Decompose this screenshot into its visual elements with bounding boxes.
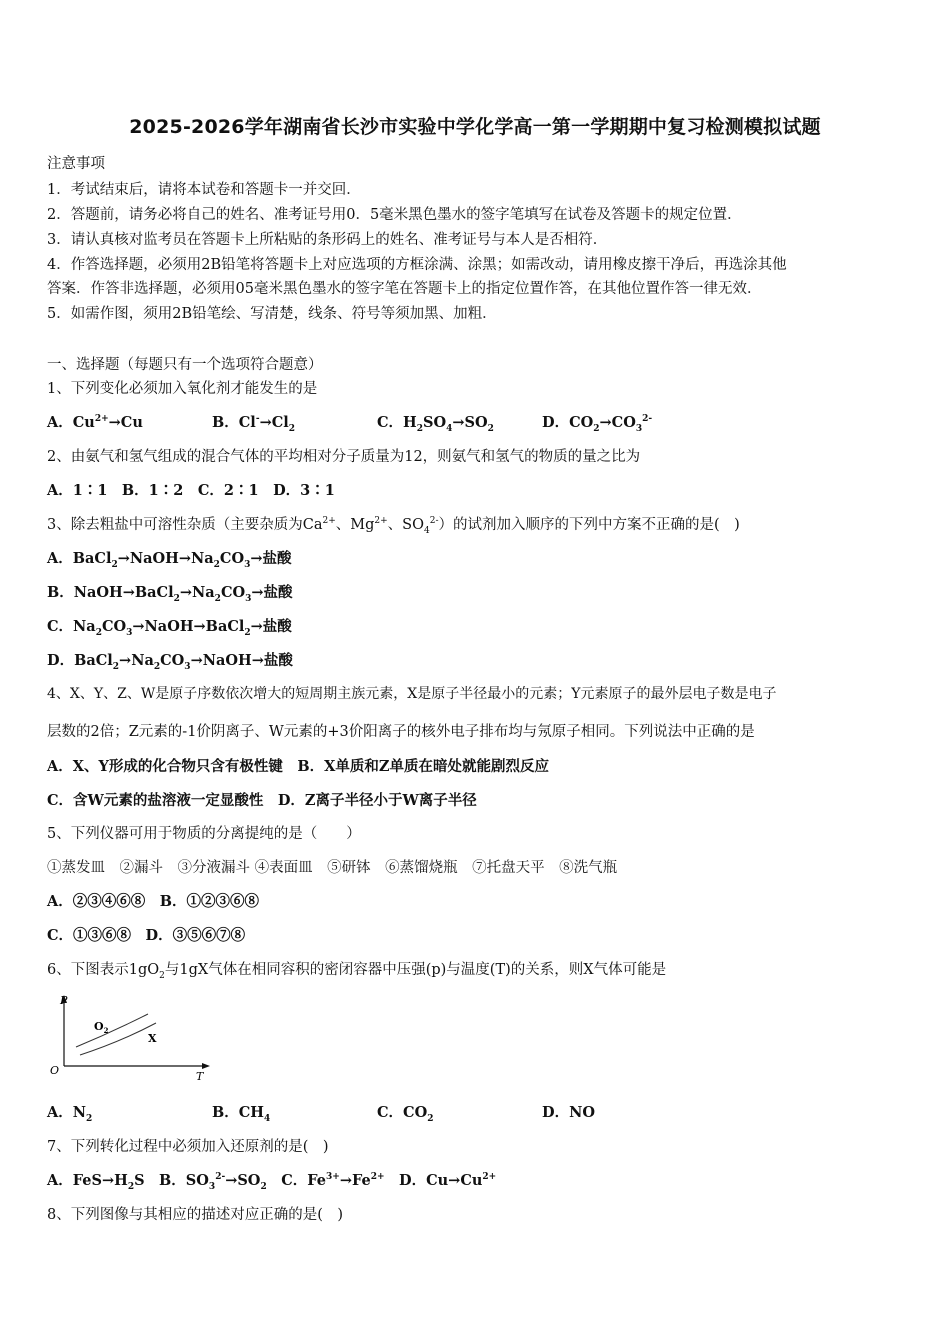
notice-item: 3．请认真核对监考员在答题卡上所粘贴的条形码上的姓名、准考证号与本人是否相符．: [47, 232, 608, 248]
x-curve-label: X: [148, 1032, 157, 1045]
question-5-stem: 5、下列仪器可用于物质的分离提纯的是（ ）: [47, 826, 361, 842]
t-axis-label: T: [196, 1070, 204, 1082]
question-6-options: [47, 1101, 595, 1122]
x-curve: [80, 1023, 156, 1055]
question-1-stem: 1、下列变化必须加入氧化剂才能发生的是: [47, 381, 318, 397]
notice-heading: 注意事项: [47, 156, 105, 172]
option-b: B．$NaOH\to BaCl_2\to Na_2CO_3\to$盐酸: [47, 584, 293, 604]
p-axis-label: P: [60, 994, 68, 1007]
option-c: C．$Na_2CO_3\to NaOH\to BaCl_2\to$盐酸: [47, 618, 292, 638]
page-title: 2025-2026学年湖南省长沙市实验中学化学高一第一学期期中复习检测模拟试题: [129, 116, 821, 138]
option-a: A．$N_2$: [47, 1104, 93, 1124]
question-1-options: [47, 411, 652, 432]
question-3-stem: 3、除去粗盐中可溶性杂质（主要杂质为$Ca^{2+}$、$Mg^{2+}$、$SO_4^{2-}$）的试剂加入顺序的下列中方案不正确的是( ): [47, 516, 740, 536]
o2-curve: [76, 1014, 148, 1047]
option-d: D．$BaCl_2\to Na_2CO_3\to NaOH\to$盐酸: [47, 652, 293, 672]
notice-item: 答案．作答非选择题，必须用05毫米黑色墨水的签字笔在答题卡上的指定位置作答，在其他位置作答一律无效．: [47, 281, 762, 297]
x-axis-arrow: [202, 1063, 210, 1069]
question-4-options-row1: A．X、Y形成的化合物只含有极性键 B．X单质和Z单质在暗处就能剧烈反应: [47, 758, 549, 775]
question-4-options-row2: C．含W元素的盐溶液一定显酸性 D．Z离子半径小于W离子半径: [47, 792, 477, 809]
pressure-temperature-graph: [44, 990, 219, 1082]
question-4-stem-line1: 4、X、Y、Z、W是原子序数依次增大的短周期主族元素，X是原子半径最小的元素；Y元素原子的最外层电子数是电子: [47, 686, 777, 702]
question-5-options-row1: A．②③④⑥⑧ B．①②③⑥⑧: [47, 893, 260, 910]
question-7-stem: 7、下列转化过程中必须加入还原剂的是( ): [47, 1139, 329, 1155]
question-2-options: A．1∶1 B．1∶2 C．2∶1 D．3∶1: [47, 482, 335, 499]
option-b: B．$Cl^-\to Cl_2$: [212, 414, 296, 434]
notice-item: 5．如需作图，须用2B铅笔绘、写清楚，线条、符号等须加黑、加粗．: [47, 306, 497, 322]
question-4-stem-line2: 层数的2倍；Z元素的-1价阴离子、W元素的+3价阳离子的核外电子排布均与氖原子相同。下列说法中正确的是: [47, 724, 755, 740]
question-8-stem: 8、下列图像与其相应的描述对应正确的是( ): [47, 1207, 344, 1223]
option-b: B．$CH_4$: [212, 1104, 271, 1124]
notice-item: 1．考试结束后，请将本试卷和答题卡一并交回．: [47, 182, 361, 198]
option-d: D．NO: [542, 1104, 595, 1121]
origin-label: O: [50, 1064, 60, 1077]
option-c: C．$CO_2$: [377, 1104, 434, 1124]
question-5-items: ①蒸发皿 ②漏斗 ③分液漏斗 ④表面皿 ⑤研钵 ⑥蒸馏烧瓶 ⑦托盘天平 ⑧洗气瓶: [47, 860, 618, 876]
notice-item: 4．作答选择题，必须用2B铅笔将答题卡上对应选项的方框涂满、涂黑；如需改动，请用橡皮擦干净后，再选涂其他: [47, 257, 787, 273]
notice-item: 2．答题前，请务必将自己的姓名、准考证号用0．5毫米黑色墨水的签字笔填写在试卷及答题卡的规定位置．: [47, 207, 742, 223]
question-5-options-row2: C．①③⑥⑧ D．③⑤⑥⑦⑧: [47, 927, 246, 944]
option-a: A．$BaCl_2\to NaOH\to Na_2CO_3\to$盐酸: [47, 550, 292, 570]
option-c: C．$H_2SO_4\to SO_2$: [377, 414, 494, 434]
option-d: D．$CO_2\to CO_3^{2-}$: [542, 414, 653, 434]
question-6-stem: 6、下图表示$1gO_2$与1gX气体在相同容积的密闭容器中压强(p)与温度(T)的关系，则X气体可能是: [47, 962, 667, 981]
section-heading: 一、选择题（每题只有一个选项符合题意）: [47, 357, 323, 373]
question-2-stem: 2、由氨气和氢气组成的混合气体的平均相对分子质量为12，则氨气和氢气的物质的量之比为: [47, 449, 641, 465]
question-7-options: A．$FeS\to H_2S$ B．$SO_3^{2-}\to SO_2$ C．$Fe^{3+}\to Fe^{2+}$ D．$Cu\to Cu^{2+}$: [47, 1172, 497, 1192]
o2-curve-label: $O_2$: [94, 1020, 109, 1035]
option-a: A．$Cu^{2+}\to Cu$: [47, 414, 143, 431]
